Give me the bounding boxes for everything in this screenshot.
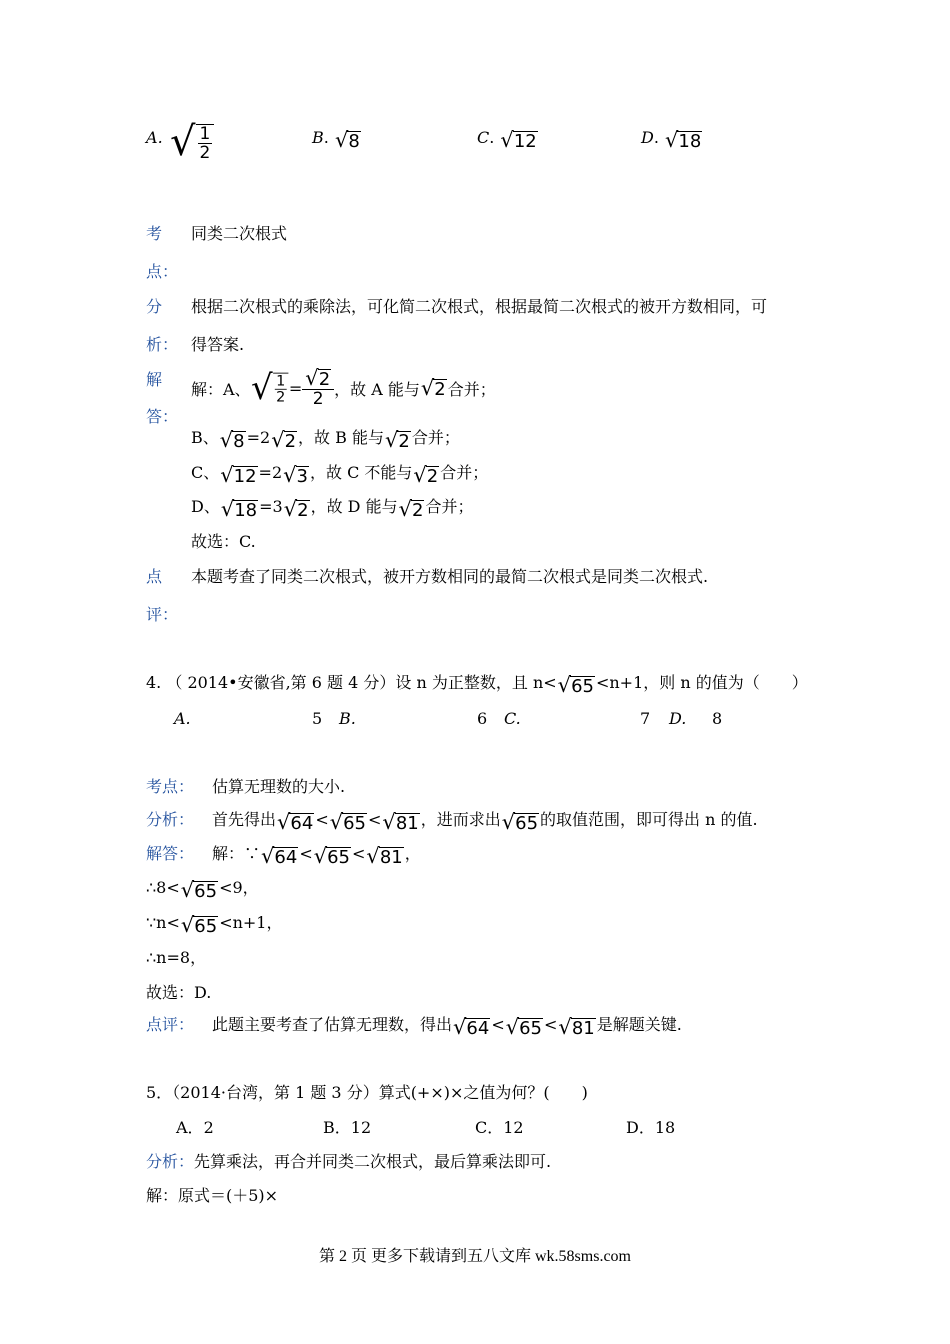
q4-kaodian-text: 估算无理数的大小.	[212, 777, 346, 796]
q3-option-b: B. √ 8	[312, 128, 360, 152]
q4-step3: ∴n=8，	[146, 948, 207, 967]
q3-jieda-line-c: C、 √ 12 =2 √ 3 ，故 C 不能与 √ 2 合并；	[191, 463, 489, 487]
q4-option-d-value: 8	[712, 709, 723, 728]
q3-jieda-label-2: 答：	[146, 407, 179, 426]
q3-option-d: D. √ 18	[641, 128, 702, 152]
q4-dianping-text: 此题主要考查了估算无理数，得出 √ 64 < √ 65 < √ 81 是解题关键.	[212, 1015, 682, 1039]
q3-jieda-line-b: B、 √ 8 =2 √ 2 ，故 B 能与 √ 2 合并；	[191, 428, 460, 452]
q5-option-d: D．18	[626, 1118, 676, 1137]
q4-dianping-label: 点评：	[146, 1015, 195, 1034]
q4-option-c-value: 7	[640, 709, 651, 728]
q5-option-a: A．2	[176, 1118, 214, 1137]
q3-answer: 故选：C.	[191, 532, 256, 551]
q5-option-b: B．12	[323, 1118, 372, 1137]
q4-stem: 4. （ 2014•安徽省,第 6 题 4 分）设 n 为正整数，且 n< √ 65 <n+1，则 n 的值为（ ）	[146, 673, 808, 697]
q3-fenxi-line2: 得答案.	[191, 335, 245, 354]
q3-kaodian-text: 同类二次根式	[191, 224, 288, 243]
q4-option-a: A.	[174, 709, 191, 728]
q4-option-b: B.	[339, 709, 356, 728]
q3-kaodian-label-1: 考	[146, 224, 163, 243]
q5-fenxi-text: 先算乘法，再合并同类二次根式，最后算乘法即可.	[194, 1152, 552, 1171]
q3-dianping-label-2: 评：	[146, 605, 179, 624]
q5-jie: 解：原式＝(＋5)×	[146, 1186, 279, 1205]
q4-answer: 故选：D.	[146, 983, 212, 1002]
q4-option-d: D.	[669, 709, 687, 728]
q3-jieda-line-d: D、 √ 18 =3 √ 2 ，故 D 能与 √ 2 合并；	[191, 497, 474, 521]
option-letter: A	[146, 128, 158, 147]
q5-option-c: C．12	[475, 1118, 524, 1137]
q3-kaodian-label-2: 点：	[146, 262, 179, 281]
q3-dianping-text: 本题考查了同类二次根式，被开方数相同的最简二次根式是同类二次根式.	[191, 567, 709, 586]
q4-fenxi-text: 首先得出 √ 64 < √ 65 < √ 81 ，进而求出 √ 65 的取值范围，即可得出 n 的值.	[212, 810, 758, 834]
q4-option-a-value: 5	[312, 709, 323, 728]
q4-jieda-first: 解：∵ √ 64 < √ 65 < √ 81 ，	[212, 844, 421, 868]
page-footer: 第 2 页 更多下载请到五八文库 wk.58sms.com	[318, 1248, 631, 1265]
q3-option-a: A.	[146, 128, 163, 147]
q4-fenxi-label: 分析：	[146, 810, 195, 829]
q3-fenxi-line1: 根据二次根式的乘除法，可化简二次根式，根据最简二次根式的被开方数相同，可	[191, 297, 768, 316]
q5-stem: 5．（2014·台湾，第 1 题 3 分）算式(+×)×之值为何？( )	[146, 1083, 588, 1102]
q3-option-a-radical: √ $\frac{1}{2}$	[170, 122, 214, 162]
q3-fenxi-label-1: 分	[146, 297, 163, 316]
q4-option-b-value: 6	[477, 709, 488, 728]
q3-dianping-label-1: 点	[146, 567, 163, 586]
q3-option-c: C. √ 12	[477, 128, 537, 152]
q4-jieda-label: 解答：	[146, 844, 195, 863]
q5-fenxi	[146, 1152, 551, 1172]
q3-jieda-line-a: 解：A、 √ $\frac{1}{2}$ = √ 2 2 ，故 A 能与 √ 2 合并；	[191, 366, 496, 409]
q4-step2: ∵n< √ 65 <n+1，	[146, 913, 283, 937]
q3-jieda-label-1: 解	[146, 370, 163, 389]
q4-step1: ∴8< √ 65 <9，	[146, 878, 259, 902]
q4-kaodian-label: 考点：	[146, 777, 195, 796]
q3-fenxi-label-2: 析：	[146, 335, 179, 354]
q5-fenxi-label: 分析：	[146, 1152, 195, 1171]
q4-option-c: C.	[504, 709, 521, 728]
